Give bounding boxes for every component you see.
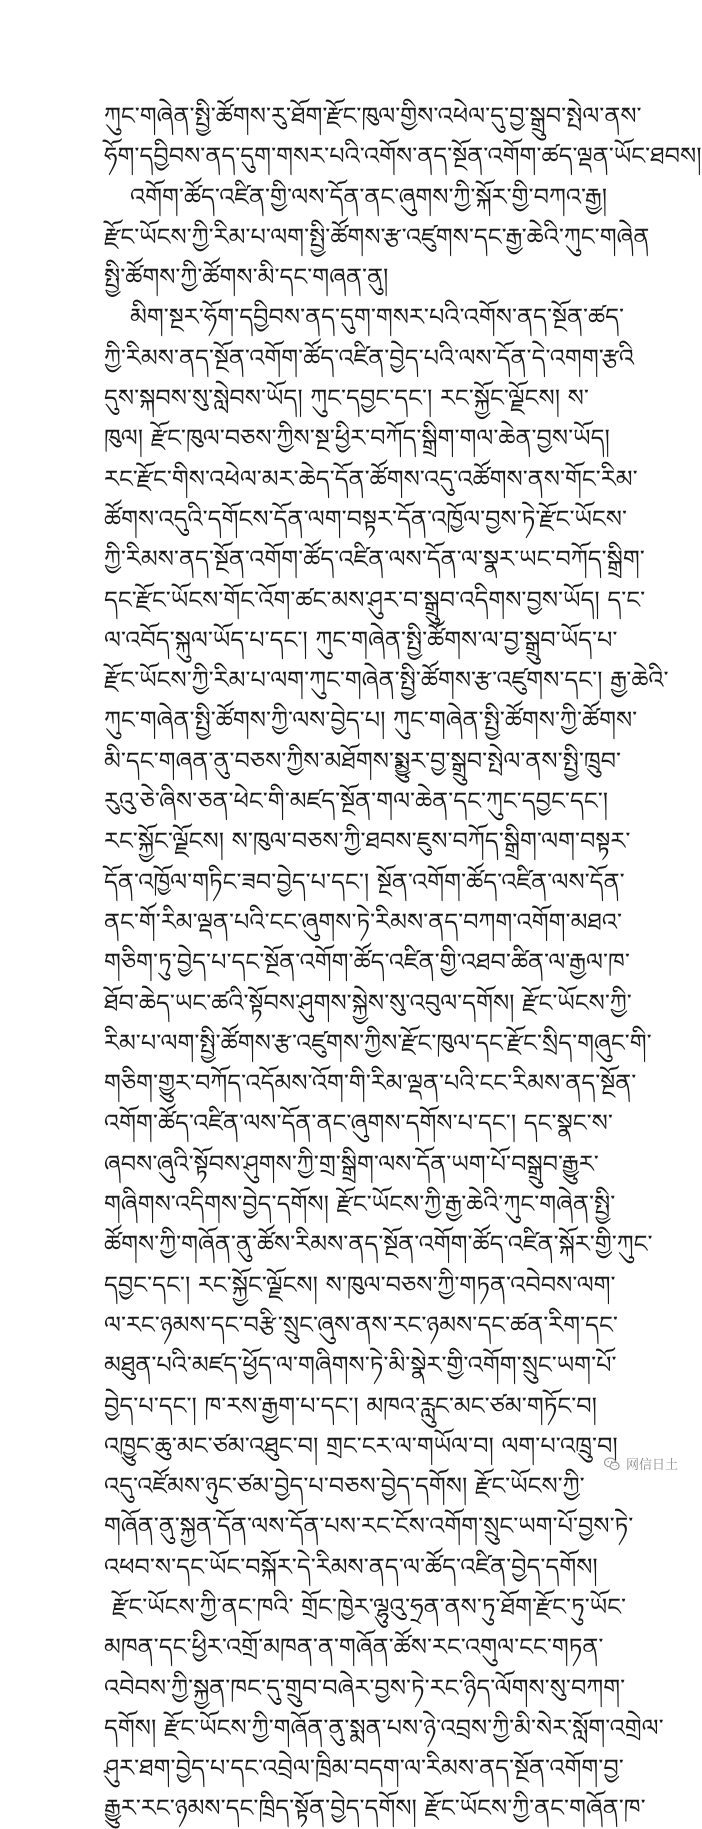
text-line: ཁུལ། རྫོང་ཁུལ་བཅས་ཀྱིས་སྔ་ཕྱིར་བཀོད་སྒྲིག་གལ་ཆེན་བྱས་ཡོད། — [104, 424, 610, 453]
text-line: ཀྱི་རིམས་ནད་སྔོན་འགོག་ཚོད་འཛིན་ལས་དོན་ལ་སྣར་ཡང་བཀོད་སྒྲིག་ — [104, 545, 645, 574]
text-line: རྫོང་ཡོངས་ཀྱི་ནང་ཁའི་ གྲོང་ཁྱེར་ལྷུའུ་ཧྲན་ནས་ཏུ་ཐོག་རྫོང་ཏུ་ཡོང་ — [112, 1592, 627, 1621]
text-line: འགོག་ཚོད་འཛིན་གྱི་ལས་དོན་ནང་ཞུགས་ཀྱི་སྐོར་གྱི་བཀའ་རྒྱ། — [130, 182, 608, 211]
text-line: དབྱང་དང་། རང་སྐྱོང་ལྗོངས། ས་ཁུལ་བཅས་ཀྱི་གཏན་འབེབས་ལག་ — [104, 1270, 616, 1299]
text-line: འཁྱུང་ཆུ་མང་ཙམ་འཐུང་བ། གྲང་ངར་ལ་གཡོལ་བ། ལག་པ་འཁྲུ་བ། — [104, 1431, 618, 1460]
text-line: མི་དང་གཞན་ནུ་བཅས་ཀྱིས་མཐོགས་སྨྱུར་བྱ་སྒྲུབ་སྤེལ་ནས་སྤྱི་ཁྲུབ་ — [104, 746, 622, 775]
text-line: ཀུང་གཞེན་སྤྱི་ཚོགས་ཀྱི་ལས་བྱེད་པ། ཀུང་གཞེན་སྤྱི་ཚོགས་ཀྱི་ཚོགས་ — [104, 706, 638, 735]
text-line: འདུ་འཛོམས་ཉུང་ཙམ་བྱེད་པ་བཅས་བྱེད་དགོས། རྫོང་ཡོངས་ཀྱི་ — [104, 1472, 585, 1501]
text-line: ཞབས་ཞུའི་སྟོབས་ཤུགས་ཀྱི་གྲ་སྒྲིག་ལས་དོན་ཡག་པོ་བསྒྲུབ་རྒྱུར་ — [104, 1149, 599, 1178]
text-line: ཀྱི་རིམས་ནད་སྔོན་འགོག་ཚོད་འཛིན་བྱེད་པའི་ལས་དོན་དེ་འགག་རྩའི — [104, 343, 634, 372]
text-line: རྫོང་ཡོངས་ཀྱི་རིམ་པ་ལག་ཀུང་གཞེན་སྤྱི་ཚོགས་རྩ་འཛུགས་དང་། རྒྱ་ཆེའི་ — [104, 666, 669, 695]
text-line: དོན་འཁྱོལ་གཏིང་ཟབ་བྱེད་པ་དང་། སྔོན་འགོག་ཚོད་འཛིན་ལས་དོན་ — [104, 867, 625, 896]
text-line: འཕབ་ས་དང་ཡོང་བསྐོར་དེ་རིམས་ནད་ལ་ཚོད་འཛིན་བྱེད་དགོས། — [104, 1552, 598, 1581]
text-line: ཚོགས་འདུའི་དགོངས་དོན་ལག་བསྟར་དོན་འཁྱོལ་བྱས་ཏེ་རྫོང་ཡོངས་ — [104, 504, 628, 533]
watermark — [603, 1454, 678, 1473]
text-line: སྤྱི་ཚོགས་ཀྱི་ཚོགས་མི་དང་གཞན་ནུ། — [104, 263, 389, 292]
text-line: གཅིག་གྱུར་བཀོད་འདོམས་འོག་གི་རིམ་ལྡན་པའི་ངང་རིམས་ནད་སྔོན་ — [104, 1069, 637, 1098]
text-line: འབེབས་ཀྱི་སྐྱན་ཁང་དུ་གྲུབ་བཞེར་བྱས་ཏེ་རང་ཉིད་ལོགས་སུ་བཀག་ — [104, 1673, 626, 1702]
text-line: མཁན་དང་ཕྱིར་འགྲོ་མཁན་ན་གཞོན་ཚོས་རང་འགུལ་ངང་གཏན་ — [104, 1633, 604, 1662]
text-line: ལ་རང་ཉམས་དང་བརྩི་སྲུང་ཞུས་ནས་རང་ཉམས་དང་ཚན་རིག་དང་ — [104, 1310, 618, 1339]
text-line: ལ་འབོད་སྐུལ་ཡོད་པ་དང་། ཀུང་གཞེན་སྤྱི་ཚོགས་ལ་བྱ་སྒྲུབ་ཡོད་པ་ — [104, 625, 618, 654]
text-line: དགོས། རྫོང་ཡོངས་ཀྱི་གཞོན་ནུ་སྨན་པས་ཉེ་འབྲས་ཀྱི་མི་སེར་སློག་འགྲེལ་ — [104, 1713, 664, 1742]
text-line: རང་རྫོང་གིས་འཕེལ་མར་ཆེད་དོན་ཚོགས་འདུ་འཚོགས་ནས་གོང་རིམ་ — [104, 464, 638, 493]
text-line: ནང་གོ་རིམ་ལྡན་པའི་ངང་ཞུགས་ཏེ་རིམས་ནད་བཀག་འགོག་མཐའ་ — [104, 907, 623, 936]
text-line: མཐུན་པའི་མཛད་ཕྱོད་ལ་གཞིགས་ཏེ་མི་སྣེར་གྱི་འགོག་སྲུང་ཡག་པོ་ — [104, 1351, 617, 1380]
text-line: ཐོབ་ཆེད་ཡང་ཚའི་སྟོབས་ཤུགས་སྐྱེས་སུ་འབུལ་དགོས། རྫོང་ཡོངས་ཀྱི་ — [104, 988, 632, 1017]
text-line: མིག་སྔར་ཧོག་དབྱིབས་ནད་དུག་གསར་པའི་འགོས་ནད་སྔོན་ཚད་ — [130, 303, 625, 332]
text-line: གཞིགས་འདིགས་བྱེད་དགོས། རྫོང་ཡོངས་ཀྱི་རྒྱ་ཆེའི་ཀུང་གཞེན་སྤྱི་ — [104, 1190, 616, 1219]
text-line: ཧོག་དབྱིབས་ནད་དུག་གསར་པའི་འགོས་ནད་སྔོན་འགོག་ཚད་ལྡན་ཡོང་ཐབས། — [104, 142, 702, 171]
text-line: འགོག་ཚོད་འཛིན་ལས་དོན་ནང་ཞུགས་དགོས་པ་དང་། དང་སྣང་ས་ — [104, 1109, 613, 1138]
text-line: གཅིག་ཏུ་བྱེད་པ་དང་སྔོན་འགོག་ཚོད་འཛིན་གྱི་འཐབ་ཚིན་ལ་རྒྱལ་ཁ་ — [104, 948, 630, 977]
text-line: རུའུ་ཅེ་ཞིས་ཅན་ཕེང་གི་མཛད་སྔོན་གལ་ཆེན་དང་ཀུང་དབྱང་དང་། — [104, 787, 609, 816]
wechat-icon — [603, 1455, 621, 1473]
text-line: དང་རྫོང་ཡོངས་གོང་འོག་ཚང་མས་ཤུར་བ་སྒྲུབ་འདིགས་བྱས་ཡོད། ད་ང་ — [104, 585, 646, 614]
text-line: རིམ་པ་ལག་སྤྱི་ཚོགས་རྩ་འཛུགས་ཀྱིས་རྫོང་ཁུལ་དང་རྫོང་སྲིད་གཞུང་གི་ — [104, 1028, 652, 1057]
text-line: དུས་སྐབས་སུ་སླེབས་ཡོད། ཀུང་དབྱང་དང་། རང་སྐྱོང་ལྗོངས། ས་ — [104, 384, 589, 413]
text-line: གཞོན་ནུ་སྐྱན་དོན་ལས་དོན་པས་རང་ངོས་འགོག་སྲུང་ཡག་པོ་བྱས་ཏེ་ — [104, 1512, 634, 1541]
text-line: ཤུར་ཐག་བྱེད་པ་དང་འབྲེལ་ཁྲིམ་བདག་ལ་རིམས་ནད་སྔོན་འགོག་བྱ་ — [104, 1754, 624, 1783]
text-line: རྒྱུར་རང་ཉམས་དང་ཁྲིད་སྟོན་བྱེད་དགོས། རྫོང་ཡོངས་ཀྱི་ནང་གཞོན་ཁ་ — [104, 1794, 646, 1823]
text-line: རྫོང་ཡོངས་ཀྱི་རིམ་པ་ལག་སྤྱི་ཚོགས་རྩ་འཛུགས་དང་རྒྱ་ཆེའི་ཀུང་གཞེན — [104, 222, 650, 251]
watermark-label: 网信日土 — [625, 1458, 678, 1473]
text-line: ཚོགས་ཀྱི་གཞོན་ནུ་ཚོས་རིམས་ནད་སྔོན་འགོག་ཚོད་འཛིན་སྐོར་གྱི་ཀུང་ — [104, 1230, 653, 1259]
text-line: བྱེད་པ་དང་། ཁ་རས་རྒྱག་པ་དང་། མཁའ་རླུང་མང་ཙམ་གཏོང་བ། — [104, 1391, 597, 1420]
text-line: ཀུང་གཞེན་སྤྱི་ཚོགས་རུ་ཐོག་རྫོང་ཁུལ་གྱིས་འཕེལ་དུ་བྱ་སྒྲུབ་སྤེལ་ནས་ — [104, 102, 642, 130]
text-line: རང་སྐྱོང་ལྗོངས། ས་ཁུལ་བཅས་ཀྱི་ཐབས་ཇུས་བཀོད་སྒྲིག་ལག་བསྟར་ — [104, 827, 631, 856]
